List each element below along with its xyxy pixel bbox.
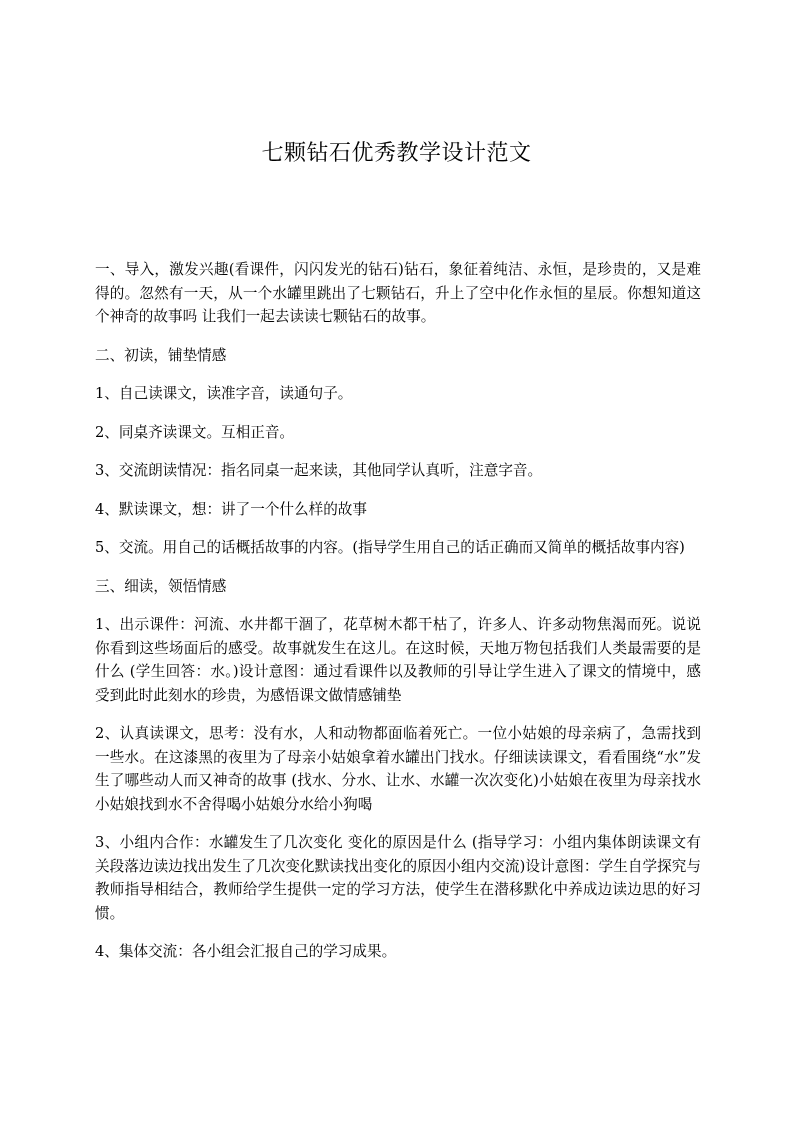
paragraph-step-1: 1、自己读课文，读准字音，读通句子。	[95, 385, 353, 402]
paragraph-step-5: 5、交流。用自己的话概括故事的内容。(指导学生用自己的话正确而又简单的概括故事内容)	[95, 539, 685, 556]
paragraph-step-4: 4、默读课文，想：讲了一个什么样的故事	[95, 500, 367, 518]
paragraph-intro: 一、导入，激发兴趣(看课件，闪闪发光的钻石)钻石，象征着纯洁、永恒，是珍贵的，又是难得的。忽然有一天，从一个水罐里跳出了七颗钻石，升上了空中化作永恒的星辰。你想知道这个神奇的故事吗 让我们一起去读读七颗钻石的故事。	[95, 261, 701, 325]
paragraph-step-3: 3、交流朗读情况：指名同桌一起来读，其他同学认真听，注意字音。	[95, 462, 543, 479]
paragraph-detail-2: 2、认真读课文，思考：没有水，人和动物都面临着死亡。一位小姑娘的母亲病了，急需找到一些水。在这漆黑的夜里为了母亲小姑娘拿着水罐出门找水。仔细读读课文，看看围绕“水”发生了哪些动人而又神奇的故事 (找水、分水、让水、水罐一次次变化)小姑娘在夜里为母亲找水小姑娘找到水不舍得喝小姑娘分水给小狗喝	[95, 725, 701, 813]
paragraph-detail-1: 1、出示课件：河流、水井都干涸了，花草树木都干枯了，许多人、许多动物焦渴而死。说说你看到这些场面后的感受。故事就发生在这儿。在这时候，天地万物包括我们人类最需要的是什么 (学生回答：水。)设计意图：通过看课件以及教师的引导让学生进入了课文的情境中，感受到此时此刻水的珍贵，为感悟课文做情感铺垫	[95, 616, 701, 704]
paragraph-detail-3: 3、小组内合作：水罐发生了几次变化 变化的原因是什么 (指导学习：小组内集体朗读课文有关段落边读边找出发生了几次变化默读找出变化的原因小组内交流)设计意图：学生自学探究与教师指导相结合，教师给学生提供一定的学习方法，使学生在潜移默化中养成边读边思的好习惯。	[95, 834, 701, 922]
section-heading-first-reading: 二、初读，铺垫情感	[95, 346, 227, 364]
paragraph-step-2: 2、同桌齐读课文。互相正音。	[95, 423, 295, 441]
document-title: 七颗钻石优秀教学设计范文	[261, 141, 532, 166]
paragraph-detail-4: 4、集体交流：各小组会汇报自己的学习成果。	[95, 943, 397, 960]
document-body	[95, 258, 701, 964]
section-heading-close-reading: 三、细读，领悟情感	[95, 577, 227, 595]
